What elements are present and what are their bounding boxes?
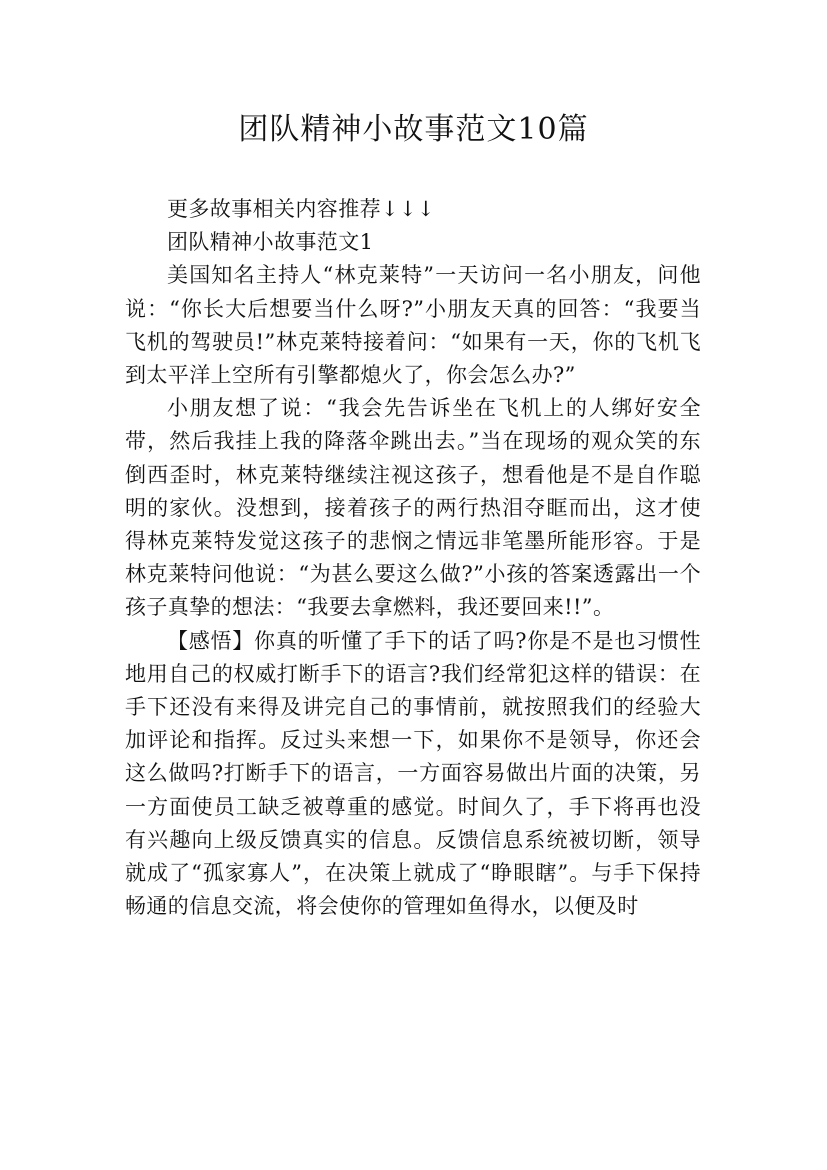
document-body xyxy=(125,193,701,923)
insight-paragraph: 【感悟】你真的听懂了手下的话了吗?你是不是也习惯性地用自己的权威打断手下的语言?我们经常犯这样的错误：在手下还没有来得及讲完自己的事情前，就按照我们的经验大加评论和指挥。反过头来想一下，如果你不是领导，你还会这么做吗?打断手下的语言，一方面容易做出片面的决策，另一方面使员工缺乏被尊重的感觉。时间久了，手下将再也没有兴趣向上级反馈真实的信息。反馈信息系统被切断，领导就成了“孤家寡人”，在决策上就成了“睁眼瞎”。与手下保持畅通的信息交流，将会使你的管理如鱼得水，以便及时 xyxy=(125,628,701,919)
document-title: 团队精神小故事范文10篇 xyxy=(238,112,589,147)
recommendation-line: 更多故事相关内容推荐↓↓↓ xyxy=(167,197,435,221)
story-paragraph: 小朋友想了说：“我会先告诉坐在飞机上的人绑好安全带，然后我挂上我的降落伞跳出去。”当在现场的观众笑的东倒西歪时，林克莱特继续注视这孩子，想看他是不是自作聪明的家伙。没想到，接着孩子的两行热泪夺眶而出，这才使得林克莱特发觉这孩子的悲悯之情远非笔墨所能形容。于是林克莱特问他说：“为甚么要这么做?”小孩的答案透露出一个孩子真挚的想法：“我要去拿燃料，我还要回来!!”。 xyxy=(125,396,701,620)
section-heading: 团队精神小故事范文1 xyxy=(167,230,374,255)
story-paragraph: 美国知名主持人“林克莱特”一天访问一名小朋友，问他说：“你长大后想要当什么呀?”小朋友天真的回答：“我要当飞机的驾驶员!”林克莱特接着问：“如果有一天，你的飞机飞到太平洋上空所有引擎都熄火了，你会怎么办?” xyxy=(125,263,701,388)
